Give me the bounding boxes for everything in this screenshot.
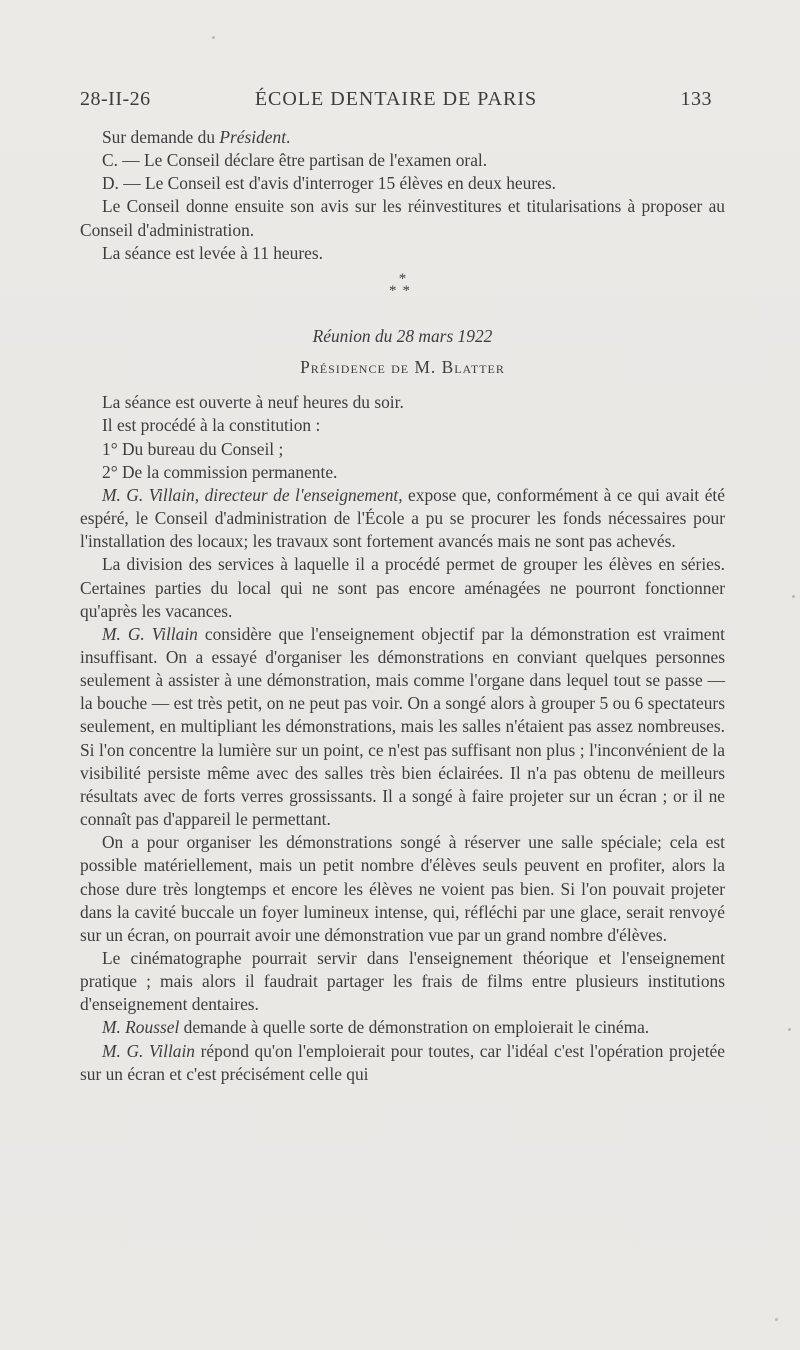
paragraph: La séance est ouverte à neuf heures du soir. [102,392,404,413]
paragraph: La séance est levée à 11 heures. [102,242,323,263]
presidency-heading: Présidence de M. Blatter [300,357,505,378]
paragraph: Sur demande du Président. [102,127,291,147]
paragraph: M. G. Villain considère que l'enseignement objectif par la démonstration est vraiment insuffisant. On a essayé d'organiser les démonstrations en conviant quelques personnes seulement à assister à une démonstration, mais comme l'organe dans lequel tout se passe — la bouche — est très petit, on ne peut pas voir. On a songé alors à grouper 5 ou 6 spectateurs seulement, en multipliant les démonstrations, mais les salles n'étaient pas assez nombreuses. Si l'on concentre la lumière sur un point, ce n'est pas suffisant non plus ; l'inconvénient de la visibilité persiste même avec des salles très bien éclairées. Il n'a pas obtenu de meilleurs résultats avec de forts verres grossissants. Il a songé à faire projeter sur un écran ; or il ne connaît pas d'appareil le permettant. [80,623,725,830]
paragraph: La division des services à laquelle il a procédé permet de grouper les élèves en séries. Certaines parties du local qui ne sont pas encore aménagées ne pourront fonctionner qu'après les vacances. [80,554,725,621]
paragraph: Le Conseil donne ensuite son avis sur les réinvestitures et titularisations à proposer au Conseil d'administration. [80,196,725,240]
asterism-separator: * ** [389,270,416,299]
paragraph: M. G. Villain répond qu'on l'emploierait pour toutes, car l'idéal c'est l'opération projetée sur un écran et c'est précisément celle qui [80,1040,725,1084]
paper-speck [792,595,795,598]
paragraph: C. — Le Conseil déclare être partisan de l'examen oral. [102,150,488,171]
paragraph: On a pour organiser les démonstrations songé à réserver une salle spéciale; cela est possible matériellement, mais un petit nombre d'élèves seuls peuvent en profiter, alors la chose dure très longtemps et encore les élèves ne voient pas bien. Si l'on pouvait projeter dans la cavité buccale un foyer lumineux intense, qui, réfléchi par une glace, serait renvoyé sur un écran, on pourrait avoir une démonstration vue par un grand nombre d'élèves. [80,832,725,945]
paragraph: 2° De la commission permanente. [102,461,338,482]
paragraph: M. G. Villain, directeur de l'enseignement, expose que, conformément à ce qui avait été espéré, le Conseil d'administration de l'École a pu se procurer les fonds nécessaires pour l'installation des locaux; les travaux sont fortement avancés mais ne sont pas achevés. [80,484,725,552]
body-text [80,126,725,1086]
speaker-name: M. G. Villain [102,623,198,644]
header-date: 28-II-26 [80,88,151,110]
speaker-name: M. G. Villain [102,1040,196,1061]
running-title: ÉCOLE DENTAIRE DE PARIS [254,88,538,110]
paper-speck [788,1028,791,1031]
paragraph: Il est procédé à la constitution : [102,415,321,436]
speaker-name: M. Roussel [102,1017,180,1038]
paragraph: D. — Le Conseil est d'avis d'interroger 15 élèves en deux heures. [102,173,556,194]
paper-speck [775,1318,778,1321]
running-header [80,88,712,118]
paragraph: 1° Du bureau du Conseil ; [102,438,284,459]
page-number: 133 [680,88,712,110]
paragraph: M. Roussel demande à quelle sorte de démonstration on emploierait le cinéma. [102,1017,650,1038]
paragraph: Le cinématographe pourrait servir dans l'enseignement théorique et l'enseignement pratique ; mais alors il faudrait partager les frais de films entre plusieurs institutions d'enseignement dentaires. [80,948,725,1015]
speaker-name: M. G. Villain, directeur de l'enseignement, [102,484,403,505]
meeting-date-heading: Réunion du 28 mars 1922 [312,325,493,346]
paper-speck [212,36,215,39]
